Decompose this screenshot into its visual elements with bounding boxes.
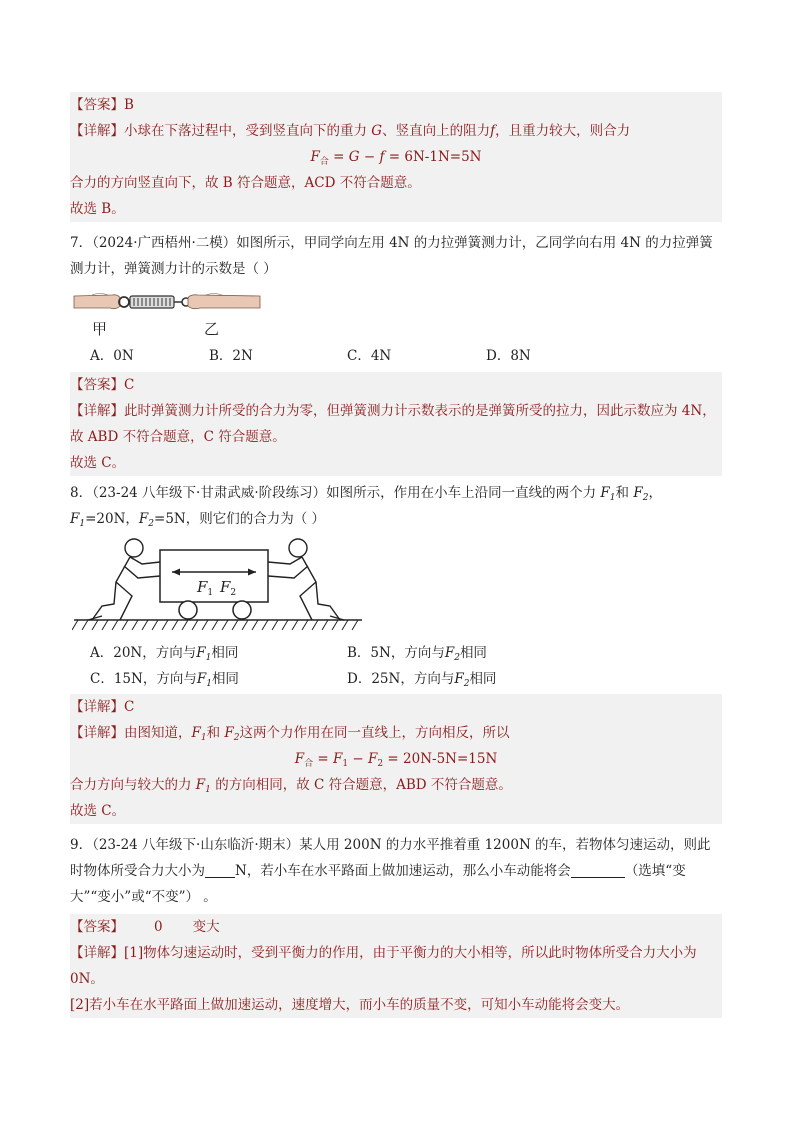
q7-option-b[interactable]: B．2N [209, 348, 253, 364]
q7-choice: 故选 C。 [70, 450, 722, 476]
q6-answer-line [70, 92, 722, 118]
detail-text: 、竖直向上的阻力 [382, 123, 491, 139]
q8-option-b[interactable] [347, 642, 487, 669]
q7-detail-line1 [70, 398, 722, 424]
subscript: 2 [230, 588, 237, 598]
equals: = [313, 751, 333, 767]
label-jia: 甲 [92, 320, 108, 338]
formula-value: = 20N-5N=15N [383, 751, 498, 767]
subscript: 2 [148, 519, 155, 529]
q8-choice: 故选 C。 [70, 798, 722, 824]
fig-label-f1 [197, 578, 213, 598]
subscript: 合 [319, 157, 329, 167]
symbol-f2: F [224, 725, 234, 741]
subscript: 合 [304, 759, 314, 769]
subscript: 1 [205, 653, 212, 663]
q8-answer-line [70, 694, 722, 720]
answer-tag: 【答案】 [70, 97, 124, 113]
answer-tag: 【答案】 [70, 377, 124, 393]
option-text: 相同 [211, 645, 239, 661]
subscript: 1 [207, 588, 214, 598]
subscript: 2 [233, 733, 240, 743]
q9-detail-line2: 0N。 [70, 966, 722, 992]
q9-detail-line1 [70, 940, 722, 966]
option-text: C．15N，方向与 [90, 671, 197, 687]
answer-tag: 【答案】 [70, 919, 124, 935]
q7-option-d[interactable]: D．8N [486, 348, 531, 364]
stem-text: =5N，则它们的合力为（ ） [154, 511, 326, 527]
detail-text: 的方向相同，故 C 符合题意，ABD 不符合题意。 [210, 777, 512, 793]
symbol-f2: F [368, 751, 378, 767]
detail-text: ，且重力较大，则合力 [495, 123, 631, 139]
option-text: 相同 [211, 671, 239, 687]
symbol-f2: F [633, 485, 643, 501]
subscript: 1 [200, 733, 207, 743]
subscript: 1 [205, 785, 211, 795]
detail-text: 合力方向与较大的力 [70, 777, 196, 793]
stem-text: 和 [615, 485, 634, 501]
stem-text: N，若小车在水平路面上做加速运动，那么小车动能将会 [235, 863, 571, 879]
cart-figure [72, 534, 364, 634]
symbol-f-total: F [310, 149, 320, 165]
minus: − [359, 149, 380, 165]
subscript: 1 [206, 679, 212, 689]
q7-detail-line2: 故 ABD 不符合题意，C 符合题意。 [70, 424, 722, 450]
q7-answer-line [70, 372, 722, 398]
symbol-f1: F [70, 511, 80, 527]
q6-choice: 故选 B。 [70, 196, 722, 222]
q7-option-a[interactable]: A．0N [90, 348, 134, 364]
symbol-f-total: F [294, 751, 305, 767]
symbol-f2: F [220, 578, 231, 596]
symbol-f1: F [195, 777, 206, 793]
q6-conclusion: 合力的方向竖直向下，故 B 符合题意，ACD 不符合题意。 [70, 170, 722, 196]
option-text: D．25N，方向与 [347, 671, 455, 687]
answer-tag: 【详解】 [70, 699, 124, 715]
option-text: 相同 [459, 645, 487, 661]
answer-value: B [124, 97, 134, 113]
stem-text: （选填“变 [624, 863, 686, 879]
q8-option-d[interactable] [347, 668, 496, 695]
stem-text: 时物体所受合力大小为 [70, 863, 205, 879]
symbol-f2: F [138, 511, 149, 527]
symbol-g: G [348, 149, 360, 165]
detail-text: 这两个力作用在同一直线上，方向相反，所以 [239, 725, 510, 741]
detail-text: 和 [206, 725, 225, 741]
q7-stem-line2: 测力计，弹簧测力计的示数是（ ） [70, 261, 277, 277]
q8-conclusion [70, 772, 722, 798]
q8-formula [70, 746, 722, 772]
q8-stem-line2 [70, 506, 722, 537]
answer-value: C [124, 699, 135, 715]
q7-stem-line1: 7．（2024·广西梧州·二模）如图所示，甲同学向左用 4N 的力拉弹簧测力计，乙同学向右用 4N 的力拉弹簧 [70, 235, 713, 251]
symbol-f: f [490, 123, 496, 139]
detail-text: 此时弹簧测力计所受的合力为零，但弹簧测力计示数表示的是弹簧所受的拉力，因此示数应为 4N， [124, 403, 716, 419]
symbol-f2: F [444, 645, 455, 661]
q8-detail-line1 [70, 720, 722, 746]
q9-stem-line2 [70, 858, 722, 884]
stem-text: ， [648, 485, 662, 501]
answer-value: C [124, 377, 135, 393]
minus: − [348, 751, 369, 767]
spring-scale-figure [72, 286, 262, 318]
symbol-f1: F [196, 645, 206, 661]
detail-text: 由图知道， [124, 725, 192, 741]
answer-blank-2[interactable] [571, 861, 625, 878]
q9-detail-line3: [2]若小车在水平路面上做加速运动，速度增大，而小车的质量不变，可知小车动能将会变大。 [70, 992, 722, 1018]
answer-value-1: 0 [154, 919, 163, 935]
label-yi: 乙 [204, 320, 220, 338]
q9-stem-line1: 9．（23-24 八年级下·山东临沂·期末）某人用 200N 的力水平推着重 1200N 的车，若物体匀速运动，则此 [70, 837, 711, 853]
q9-stem-line3: 大”“变小”或“不变”） 。 [70, 889, 217, 905]
symbol-g: G [371, 123, 383, 139]
q6-formula [70, 144, 722, 170]
symbol-f: f [379, 149, 385, 165]
q9-answer-line [70, 914, 722, 940]
fig-label-f2 [220, 578, 236, 598]
symbol-f2: F [454, 671, 464, 687]
symbol-f1: F [600, 485, 610, 501]
subscript: 2 [463, 679, 470, 689]
symbol-f1: F [333, 751, 343, 767]
detail-text: [1]物体匀速运动时，受到平衡力的作用，由于平衡力的大小相等，所以此时物体所受合力大小为 [124, 945, 697, 961]
equals: = [328, 149, 349, 165]
stem-text: =20N， [85, 511, 139, 527]
detail-tag: 【详解】 [70, 123, 124, 139]
symbol-f1: F [196, 671, 207, 687]
answer-value-2: 变大 [192, 919, 220, 935]
option-text: B．5N，方向与 [347, 645, 445, 661]
option-text: 相同 [469, 671, 497, 687]
symbol-f1: F [197, 578, 208, 596]
subscript: 1 [342, 759, 349, 769]
detail-tag: 【详解】 [70, 945, 124, 961]
q8-option-a[interactable] [90, 642, 238, 669]
detail-tag: 【详解】 [70, 725, 124, 741]
subscript: 2 [642, 493, 649, 503]
symbol-f1: F [191, 725, 201, 741]
q6-detail-line [70, 118, 722, 144]
option-text: A．20N，方向与 [90, 645, 197, 661]
q7-option-c[interactable]: C．4N [347, 348, 392, 364]
stem-text: 8．（23-24 八年级下·甘肃武威·阶段练习）如图所示，作用在小车上沿同一直线的两个力 [70, 485, 601, 501]
answer-blank-1[interactable] [205, 861, 235, 878]
subscript: 2 [377, 759, 384, 769]
formula-value: = 6N-1N=5N [384, 149, 482, 165]
q8-option-c[interactable] [90, 668, 239, 695]
subscript: 2 [454, 653, 460, 663]
detail-tag: 【详解】 [70, 403, 124, 419]
detail-text: 小球在下落过程中，受到竖直向下的重力 [124, 123, 372, 139]
subscript: 1 [79, 519, 86, 529]
subscript: 1 [609, 493, 616, 503]
